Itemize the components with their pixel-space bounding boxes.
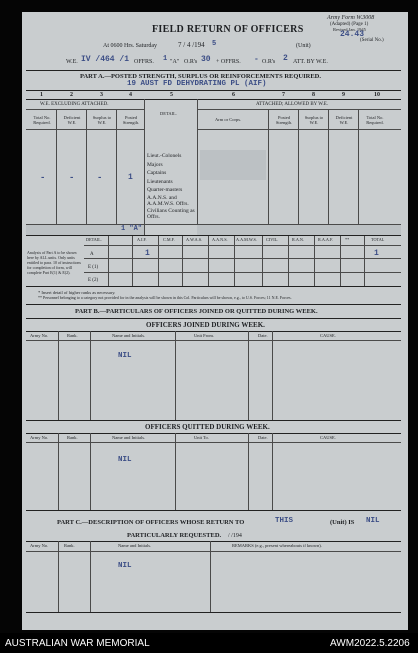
rank-captains: Captains: [147, 170, 167, 176]
part-c-column-header: Army No.: [30, 543, 49, 548]
col-detail: DETAIL.: [160, 111, 178, 116]
part-c-line2: PARTICULARLY REQUESTED.: [127, 532, 222, 539]
analysis-header: DETAIL.: [86, 237, 102, 242]
rule: [26, 99, 401, 100]
plus-offrs-value: -: [254, 55, 259, 64]
ors2-value: 2: [283, 54, 288, 63]
rule: [26, 420, 401, 421]
total-a-value: 1 "A": [121, 225, 143, 233]
part-c-heading: PART C.—DESCRIPTION OF OFFICERS WHOSE RETURN TO: [57, 519, 245, 526]
col-deficient: Deficient W.E.: [63, 115, 81, 125]
ranks-list: [147, 152, 197, 221]
rule: [26, 235, 401, 236]
col-att-total-required: Total No. Required.: [366, 115, 384, 125]
form-title: FIELD RETURN OF OFFICERS: [152, 24, 304, 35]
rank-lieutenants: Lieutenants: [147, 178, 173, 185]
analysis-header: C.M.F.: [163, 237, 175, 242]
analysis-row-e1: E (1): [88, 265, 99, 270]
plus-offrs-label: + OFFRS.: [216, 59, 241, 65]
rule: [26, 340, 401, 341]
rule: [26, 286, 401, 287]
analysis-header: A.A.N.S.: [212, 237, 228, 242]
quitted-heading: OFFICERS QUITTED DURING WEEK.: [145, 423, 270, 431]
offrs-a-value: 1: [163, 55, 168, 63]
shaded-area: [197, 224, 401, 235]
rule: [288, 236, 289, 286]
col-surplus: Surplus to W.E.: [92, 115, 112, 125]
part-a-heading: PART A.—POSTED STRENGTH, SURPLUS OR REINFORCEMENTS REQUIRED.: [80, 73, 321, 80]
rule: [158, 236, 159, 286]
analysis-row-a: A: [90, 252, 94, 257]
quitted-column-header: Army No.: [30, 435, 49, 440]
shaded-area: [200, 150, 266, 180]
ors2-label: O.R's: [262, 59, 276, 65]
deficient-value: -: [69, 173, 75, 183]
part-c-date: / /194: [228, 533, 242, 539]
serial-label: (Serial No.): [360, 38, 384, 43]
serial-number: 24.43: [340, 30, 365, 39]
rule: [90, 541, 91, 612]
rule: [358, 109, 359, 235]
rule: [197, 129, 401, 130]
rule: [248, 433, 249, 510]
rule: [197, 99, 198, 235]
column-number: 10: [374, 92, 380, 98]
attached-allowed-label: ATTACHED; ALLOWED BY W.E.: [256, 102, 329, 107]
rule: [26, 551, 401, 552]
column-number: 3: [100, 92, 103, 98]
rank-lt-colonels: Lieut.-Colonels: [147, 153, 182, 159]
rule: [26, 90, 401, 91]
at-hours-label: At 0600 Hrs. Saturday: [103, 43, 157, 49]
column-number: 4: [129, 92, 132, 98]
col-att-posted-strength: Posted Strength.: [275, 115, 293, 125]
rule: [26, 541, 401, 542]
rule: [234, 236, 235, 286]
ors-label: O.R's: [184, 59, 198, 65]
rule: [26, 129, 144, 130]
quitted-nil-value: NIL: [118, 456, 132, 464]
part-c-nil-value: NIL: [366, 517, 380, 525]
column-number: 5: [170, 92, 173, 98]
unit-name-typed: 19 AUST FD DEHYDRATING PL (AIF): [127, 80, 267, 88]
part-c-unit-is: (Unit) IS: [330, 519, 355, 526]
analysis-header: CIVIL.: [266, 237, 279, 242]
part-c-nil-entry: NIL: [118, 562, 132, 570]
part-c-this-value: THIS: [275, 517, 294, 525]
part-c-column-header: REMARKS (e.g., present whereabouts if known).: [232, 543, 322, 548]
joined-column-header: Date.: [258, 333, 268, 338]
rule: [58, 541, 59, 612]
analysis-note: Analysis of Part A to be shown here by ALL units. Only units entitled to para. 10 of instructions for completion of form, will complete Part E(1) & E(2).: [27, 250, 81, 275]
col-posted-strength: Posted Strength.: [122, 115, 140, 125]
ors-value: 30: [201, 55, 211, 64]
rule: [26, 224, 401, 225]
rule: [298, 109, 299, 235]
rule: [340, 236, 341, 286]
joined-nil-value: NIL: [118, 352, 132, 360]
analysis-header: TOTAL: [371, 237, 385, 242]
joined-column-header: CAUSE.: [320, 333, 336, 338]
rule: [262, 236, 263, 286]
rule: [56, 109, 57, 235]
rule: [116, 109, 117, 235]
analysis-aif-value: 1: [145, 249, 150, 258]
quitted-column-header: Date.: [258, 435, 268, 440]
att-by-we-label: ATT. BY W.E.: [293, 59, 328, 65]
rank-majors: Majors: [147, 161, 163, 168]
analysis-total-value: 1: [374, 249, 379, 258]
rule: [90, 331, 91, 420]
rule: [175, 331, 176, 420]
joined-column-header: Rank.: [67, 333, 78, 338]
quitted-column-header: CAUSE.: [320, 435, 336, 440]
rule: [26, 331, 401, 332]
footer-left: AUSTRALIAN WAR MEMORIAL: [5, 638, 150, 649]
joined-column-header: Unit From.: [194, 333, 215, 338]
rule: [328, 109, 329, 235]
column-number: 2: [70, 92, 73, 98]
form-ref-line2: (Adapted) (Page 1): [330, 22, 369, 27]
rule: [268, 109, 269, 235]
rule: [90, 433, 91, 510]
unit-label: (Unit): [296, 43, 311, 49]
a-label: "A": [170, 59, 180, 65]
quitted-column-header: Name and Initials.: [112, 435, 146, 440]
rule: [248, 331, 249, 420]
quitted-column-header: Rank.: [67, 435, 78, 440]
analysis-header: A.A.M.W.S.: [236, 237, 257, 242]
analysis-header: R.A.A.F.: [318, 237, 334, 242]
rule: [26, 70, 401, 71]
rule: [26, 318, 401, 319]
posted-strength-value: 1: [128, 173, 133, 182]
rule: [364, 236, 365, 286]
rule: [108, 236, 109, 286]
quitted-column-header: Unit To.: [194, 435, 209, 440]
analysis-header: R.A.N.: [292, 237, 304, 242]
column-number: 9: [342, 92, 345, 98]
rule: [26, 109, 144, 110]
rank-aans-aamws: A.A.N.S. and A.A.M.W.S. Offrs.: [147, 194, 189, 207]
column-number: 8: [312, 92, 315, 98]
rule: [58, 433, 59, 510]
rule: [26, 612, 401, 613]
rule: [182, 236, 183, 286]
joined-column-header: Name and Initials.: [112, 333, 146, 338]
analysis-header: A.W.A.S.: [186, 237, 203, 242]
column-number: 1: [40, 92, 43, 98]
column-number: 7: [282, 92, 285, 98]
rule: [26, 433, 401, 434]
form-ref-line1: Army Form W.3008: [327, 15, 375, 21]
part-c-column-header: Rank.: [64, 543, 75, 548]
footnote-1: * Insert detail of higher ranks as necessary.: [38, 290, 116, 295]
rule: [132, 236, 133, 286]
rank-civilians: Civilians Counting as Offrs.: [147, 207, 195, 220]
we-value: IV /464 /1: [81, 55, 130, 64]
we-excluding-attached-label: W.E. EXCLUDING ATTACHED.: [40, 102, 109, 107]
part-c-column-header: Name and Initials.: [118, 543, 152, 548]
rule: [58, 331, 59, 420]
rule: [26, 304, 401, 305]
analysis-row-e2: E (2): [88, 278, 99, 283]
surplus-value: -: [97, 173, 103, 183]
total-required-value: -: [40, 173, 46, 183]
rule: [272, 433, 273, 510]
rank-quartermasters: Quarter-masters: [147, 187, 183, 193]
part-b-heading: PART B.—PARTICULARS OF OFFICERS JOINED OR QUITTED DURING WEEK.: [75, 308, 318, 315]
rule: [210, 541, 211, 612]
col-att-surplus: Surplus to W.E.: [304, 115, 324, 125]
joined-heading: OFFICERS JOINED DURING WEEK.: [146, 321, 265, 329]
rule: [314, 236, 315, 286]
footer-right: AWM2022.5.2206: [330, 638, 410, 649]
rule: [175, 433, 176, 510]
rule: [86, 109, 87, 235]
rule: [26, 510, 401, 511]
rule: [26, 442, 401, 443]
archive-footer: [0, 633, 418, 653]
return-date: 7 / 4 /194: [178, 41, 205, 49]
we-label: W.E.: [66, 59, 78, 65]
analysis-header: A.I.F.: [137, 237, 147, 242]
col-arm-or-corps: Arm or Corps.: [215, 117, 242, 122]
footnote-2: ** Personnel belonging to a category not provided for in the analysis will be shown in this Col. Particulars will be shown, e.g., to U.S. Forces; 11 N.E. Forces.: [38, 295, 292, 300]
analysis-header: **: [345, 237, 350, 242]
form-ref-line3: Revised Jan. 1945: [333, 27, 366, 32]
column-number: 6: [232, 92, 235, 98]
rule: [197, 109, 401, 110]
rule: [144, 99, 145, 235]
rule: [272, 331, 273, 420]
return-year-digit: 5: [212, 40, 217, 48]
rule: [208, 236, 209, 286]
col-total-required: Total No. Required.: [33, 115, 51, 125]
joined-column-header: Army No.: [30, 333, 49, 338]
offrs-label: OFFRS.: [134, 59, 154, 65]
col-att-deficient: Deficient W.E.: [335, 115, 353, 125]
